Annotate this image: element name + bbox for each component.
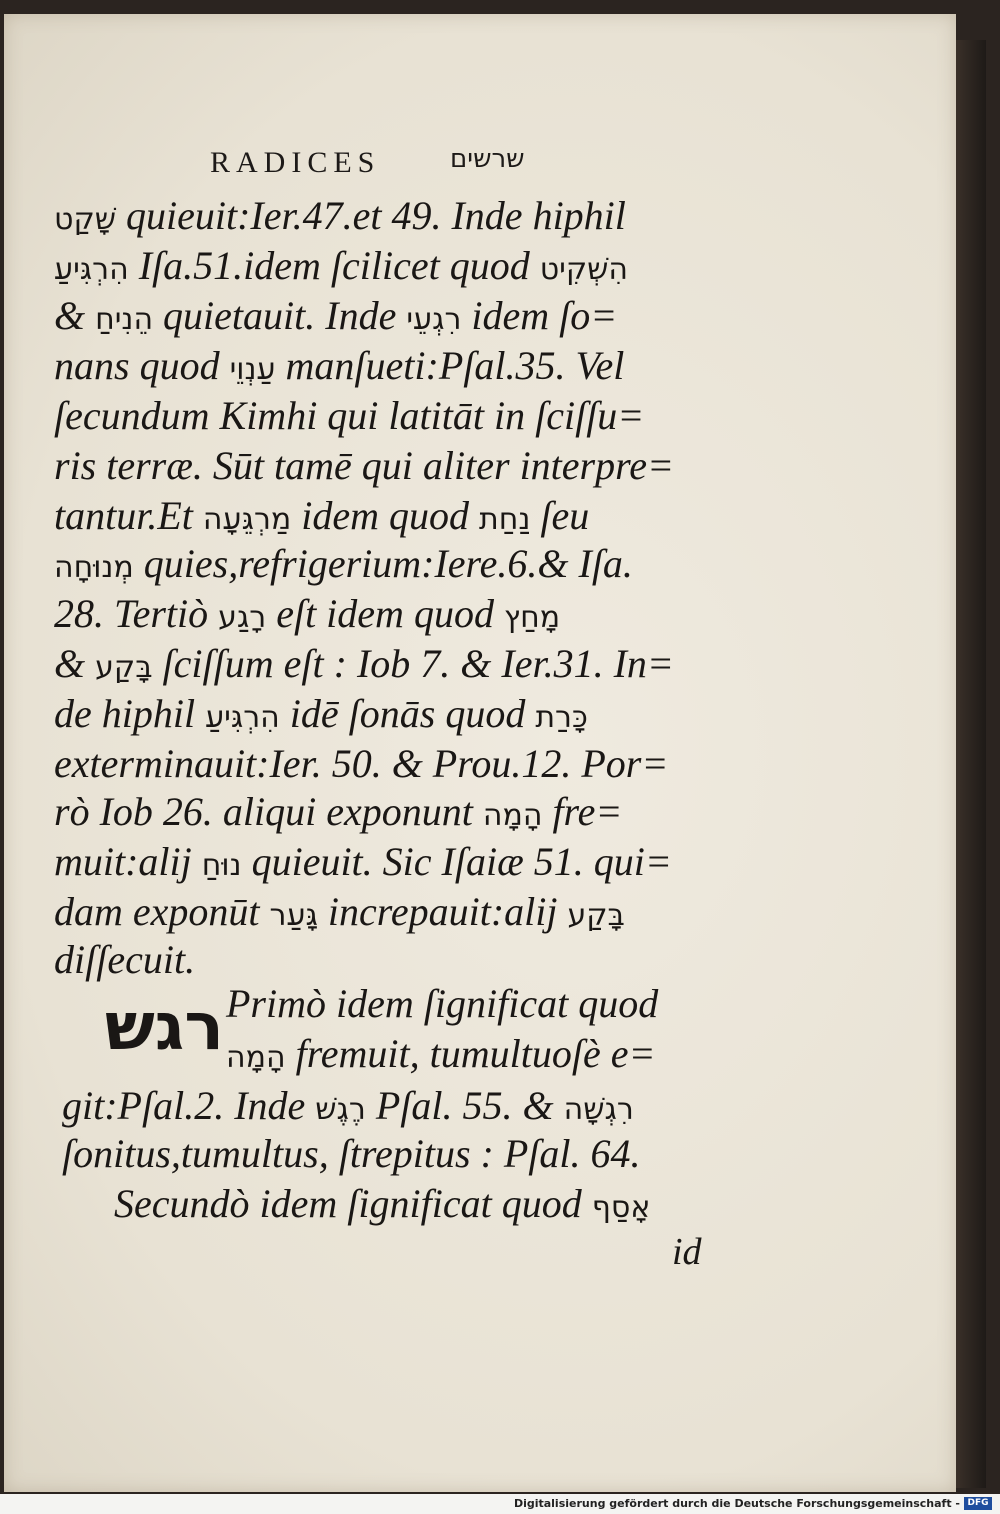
text-line xyxy=(54,242,734,294)
text-line xyxy=(54,788,734,840)
text-line xyxy=(54,838,734,890)
text-line xyxy=(54,936,734,984)
hebrew-word: מְנוּחָה xyxy=(54,550,134,585)
latin-text: fremuit, tumultuoſè e= xyxy=(285,1031,656,1076)
hebrew-word: שָׁקַט xyxy=(54,202,116,237)
hebrew-word: הֵנִיחַ xyxy=(95,302,154,337)
hebrew-word: הִרְגִּיעַ xyxy=(54,252,129,287)
hebrew-word: מָחַץ xyxy=(503,600,561,635)
text-line xyxy=(54,292,734,344)
latin-text: diſſecuit. xyxy=(54,937,196,982)
hebrew-word: בָּקַע xyxy=(95,650,153,685)
hebrew-word: גָּעַר xyxy=(269,898,318,933)
latin-text: quieuit. Sic Iſaiæ 51. qui= xyxy=(241,839,672,884)
hebrew-word: מַרְגֵּעָה xyxy=(202,502,292,537)
hebrew-word: רֶגֶשׁ xyxy=(315,1092,366,1127)
latin-text: quies,refrigerium:Iere.6.& Iſa. xyxy=(133,541,633,586)
running-head-latin: RADICES xyxy=(210,146,381,179)
latin-text: ſciſſum eſt : Iob 7. & Ier.31. In= xyxy=(152,641,674,686)
latin-text: muit:alij xyxy=(54,839,202,884)
hebrew-word: נַחַת xyxy=(479,502,531,537)
text-line xyxy=(54,640,734,692)
text-line xyxy=(62,1130,742,1178)
latin-text: 28. Tertiò xyxy=(54,591,219,636)
latin-text: idem ſo= xyxy=(461,293,618,338)
latin-text: quieuit:Ier.47.et 49. Inde hiphil xyxy=(116,193,626,238)
digitization-footer xyxy=(0,1494,1000,1514)
latin-text: ſecundum Kimhi qui latitāt in ſciſſu= xyxy=(54,393,645,438)
latin-text: dam exponūt xyxy=(54,889,270,934)
text-line xyxy=(226,980,906,1028)
latin-text: Pſal. 55. & xyxy=(365,1083,564,1128)
text-line xyxy=(54,888,734,940)
latin-text: ſonitus,tumultus, ſtrepitus : Pſal. 64. xyxy=(62,1131,641,1176)
hebrew-word: רִגְשָׁה xyxy=(563,1092,634,1127)
latin-text: Iſa.51.idem ſcilicet quod xyxy=(128,243,540,288)
hebrew-word: הָמָה xyxy=(226,1040,286,1075)
latin-text: Secundò idem ſignificat quod xyxy=(114,1181,592,1226)
hebrew-word: רִגְעֵי xyxy=(406,302,462,337)
latin-text: eſt idem quod xyxy=(266,591,504,636)
text-line xyxy=(54,590,734,642)
dfg-logo: DFG xyxy=(964,1497,992,1510)
latin-text: Primò idem ſignificat quod xyxy=(226,981,659,1026)
latin-text: exterminauit:Ier. 50. & Prou.12. Por= xyxy=(54,741,669,786)
text-line xyxy=(54,342,734,394)
latin-text: ris terræ. Sūt tamē qui aliter interpre= xyxy=(54,443,674,488)
latin-text: nans quod xyxy=(54,343,230,388)
hebrew-word: עַנְוֵי xyxy=(229,352,276,387)
text-line xyxy=(54,740,734,788)
latin-text: tantur.Et xyxy=(54,493,203,538)
text-line xyxy=(226,1030,906,1082)
latin-text: de hiphil xyxy=(54,691,206,736)
catchword: id xyxy=(672,1231,702,1273)
latin-text: increpauit:alij xyxy=(317,889,568,934)
latin-text: manſueti:Pſal.35. Vel xyxy=(275,343,625,388)
text-line xyxy=(54,392,734,440)
text-line xyxy=(54,442,734,490)
hebrew-word: אָסַף xyxy=(591,1190,651,1225)
latin-text: git:Pſal.2. Inde xyxy=(62,1083,316,1128)
text-line xyxy=(114,1180,794,1232)
latin-text: idē ſonās quod xyxy=(279,691,536,736)
running-head xyxy=(210,146,550,186)
running-head-hebrew: שרשים xyxy=(450,144,525,174)
latin-text: ſeu xyxy=(530,493,590,538)
text-line xyxy=(54,192,734,244)
text-line xyxy=(54,690,734,742)
latin-text: fre= xyxy=(542,789,623,834)
text-line xyxy=(62,1082,742,1134)
latin-text: & xyxy=(54,293,96,338)
text-line xyxy=(54,540,734,592)
hebrew-word: נוּחַ xyxy=(201,848,242,883)
text-line xyxy=(54,492,734,544)
entry-headword: רגש xyxy=(104,988,224,1065)
book-edge xyxy=(956,40,986,1488)
hebrew-word: הִרְגִּיעַ xyxy=(205,700,280,735)
hebrew-word: הָמָה xyxy=(482,798,543,833)
latin-text: quietauit. Inde xyxy=(153,293,407,338)
hebrew-word: בָּקַע xyxy=(567,898,625,933)
hebrew-word: הִשְׁקִיט xyxy=(539,252,629,287)
latin-text: & xyxy=(54,641,96,686)
footer-credit-text: Digitalisierung gefördert durch die Deutsche Forschungsgemeinschaft - xyxy=(513,1497,960,1510)
latin-text: idem quod xyxy=(291,493,480,538)
hebrew-word: רָגַע xyxy=(218,600,267,635)
hebrew-word: כָּרַת xyxy=(535,700,588,735)
latin-text: rò Iob 26. aliqui exponunt xyxy=(54,789,483,834)
